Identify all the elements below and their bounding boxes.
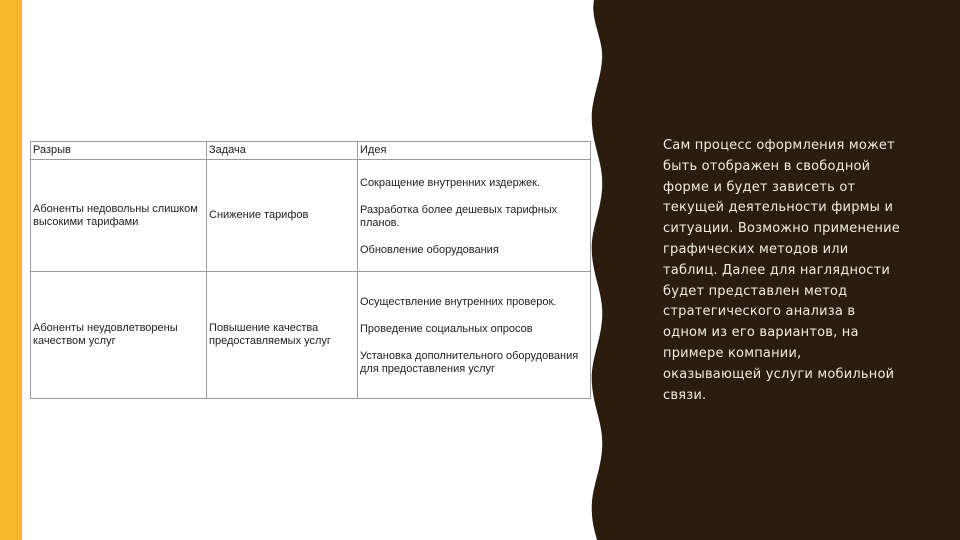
description-text: Сам процесс оформления может быть отображен в свободной форме и будет зависеть от текущей деятельности фирмы и ситуации. Возможно применение графических методов или таблиц. Далее для наглядности будет представлен метод стратегического анализа в одном из его вариантов, на примере компании, оказывающей услуги мобильной связи. (663, 138, 900, 403)
header-idea: Идея (358, 142, 591, 160)
table-row (31, 272, 591, 399)
idea-item: Проведение социальных опросов (360, 323, 533, 335)
idea-item: Обновление оборудования (360, 243, 499, 256)
ideas-cell (358, 160, 591, 272)
gap-cell: Абоненты недовольны слишком высокими тарифами (31, 160, 207, 272)
task-cell: Снижение тарифов (207, 160, 358, 272)
table-header-row (31, 142, 591, 160)
idea-item: Осуществление внутренних проверок. (360, 296, 557, 308)
gap-analysis-table-container (30, 141, 590, 399)
header-task: Задача (207, 142, 358, 160)
gap-cell: Абоненты неудовлетворены качеством услуг (31, 272, 207, 399)
idea-item: Разработка более дешевых тарифных планов. (360, 203, 558, 229)
table-row (31, 160, 591, 272)
idea-item: Установка дополнительного оборудования для предоставления услуг (360, 350, 579, 375)
header-gap: Разрыв (31, 142, 207, 160)
task-cell: Повышение качества предоставляемых услуг (207, 272, 358, 399)
idea-item: Сокращение внутренних издержек. (360, 176, 541, 189)
gap-analysis-table (30, 141, 591, 399)
ideas-cell (358, 272, 591, 399)
